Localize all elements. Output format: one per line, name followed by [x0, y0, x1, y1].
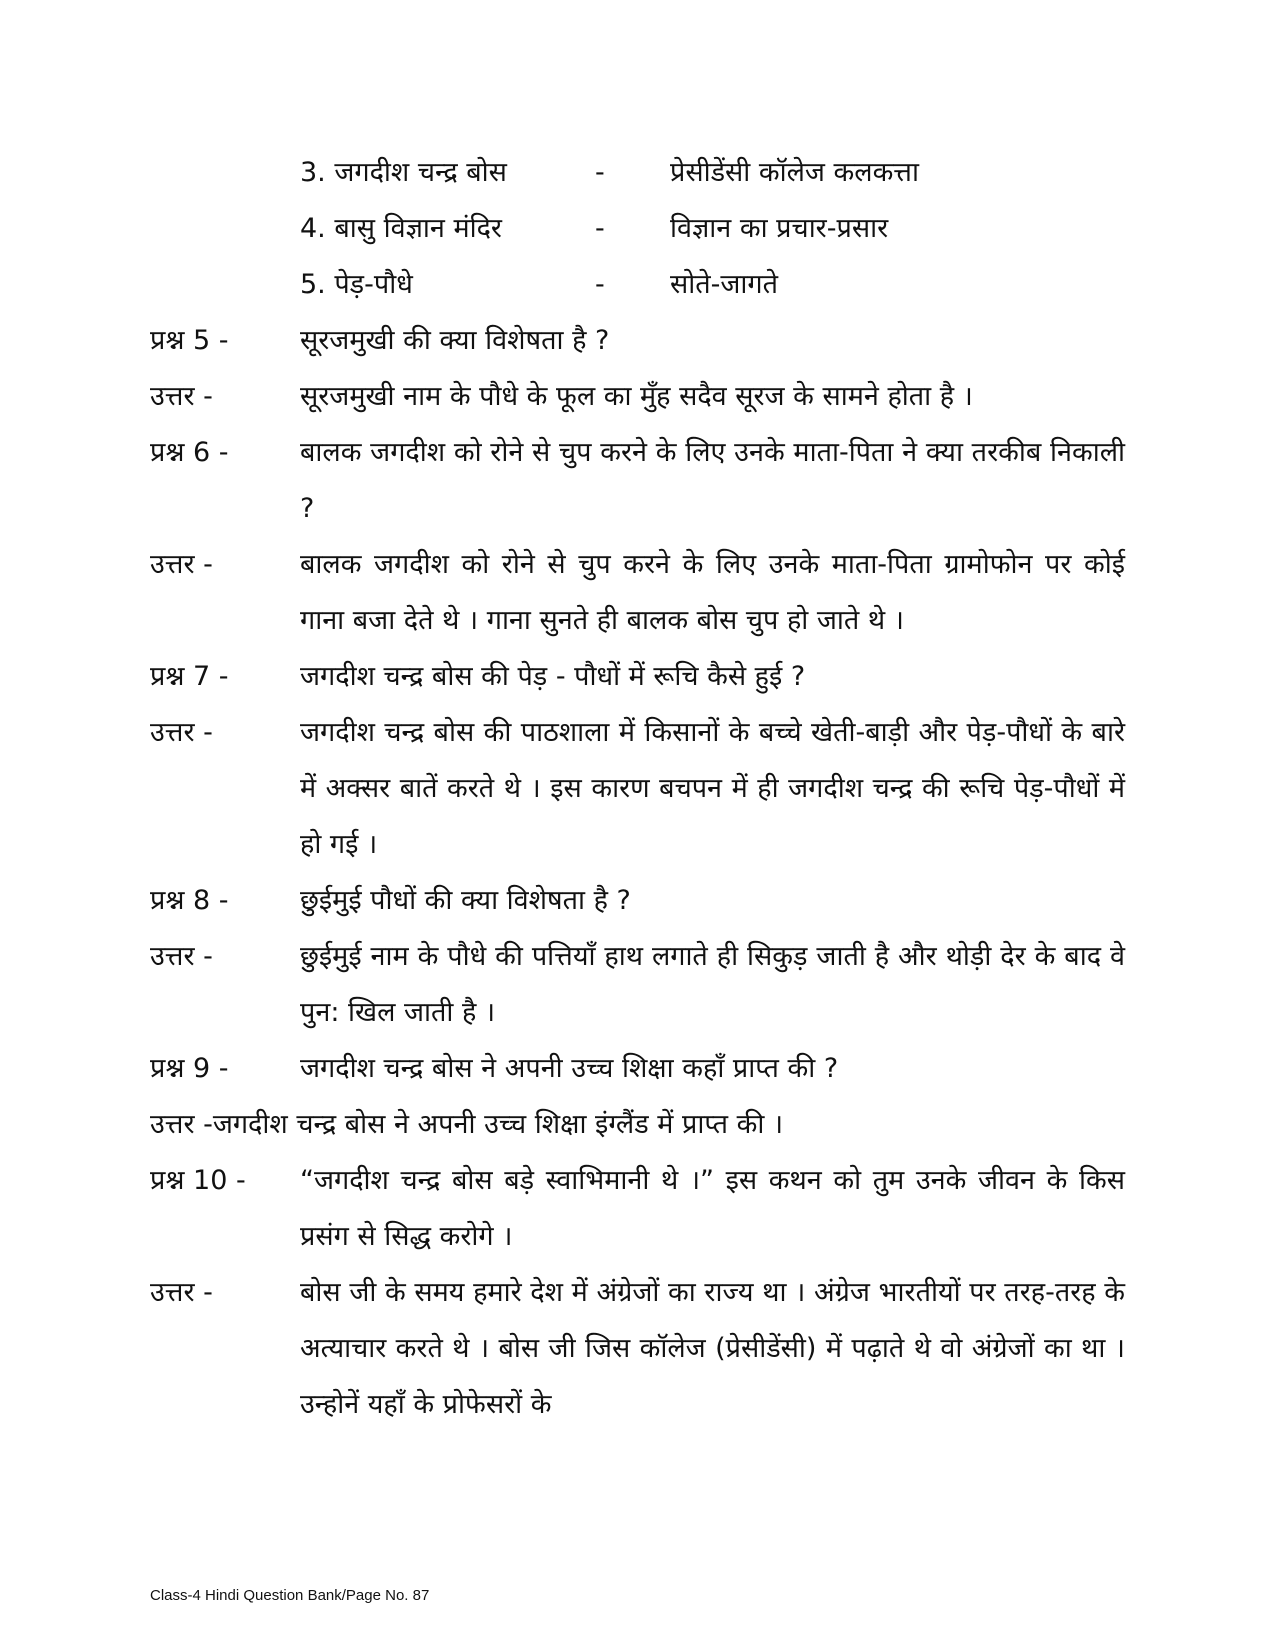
answer-7: [150, 705, 1125, 873]
entry-label: प्रश्न 5 -: [150, 325, 229, 356]
question-5: [150, 313, 1125, 369]
entry-text: बालक जगदीश को रोने से चुप करने के लिए उनके माता-पिता ग्रामोफोन पर कोई गाना बजा देते थे । गाना सुनते ही बालक बोस चुप हो जाते थे ।: [300, 549, 1125, 636]
entry-text: बालक जगदीश को रोने से चुप करने के लिए उनके माता-पिता ने क्या तरकीब निकाली ?: [300, 437, 1125, 524]
entry-label: उत्तर -: [150, 1277, 213, 1308]
entry-text: जगदीश चन्द्र बोस की पाठशाला में किसानों के बच्चे खेती-बाड़ी और पेड़-पौधों के बारे में अक्सर बातें करते थे । इस कारण बचपन में ही जगदीश चन्द्र की रूचि पेड़-पौधों में हो गई ।: [300, 717, 1125, 860]
entry-text: सूरजमुखी नाम के पौधे के फूल का मुँह सदैव सूरज के सामने होता है ।: [300, 381, 973, 412]
matching-right: सोते-जागते: [670, 269, 778, 300]
entry-label: उत्तर -: [150, 717, 213, 748]
answer-9: [150, 1097, 1125, 1153]
matching-row: [300, 257, 1100, 313]
entry-text: बोस जी के समय हमारे देश में अंग्रेजों का राज्य था । अंग्रेज भारतीयों पर तरह-तरह के अत्याचार करते थे । बोस जी जिस कॉलेज (प्रेसीडेंसी) में पढ़ाते थे वो अंग्रेजों का था । उन्होनें यहाँ के प्रोफेसरों के: [300, 1277, 1125, 1420]
matching-right: विज्ञान का प्रचार-प्रसार: [670, 213, 889, 244]
answer-10: [150, 1265, 1125, 1433]
entry-text: जगदीश चन्द्र बोस की पेड़ - पौधों में रूचि कैसे हुई ?: [300, 661, 806, 692]
answer-6: [150, 537, 1125, 649]
entry-text: छुईमुई पौधों की क्या विशेषता है ?: [300, 885, 631, 916]
matching-list: [300, 145, 1100, 313]
entry-label: उत्तर -: [150, 941, 213, 972]
answer-8: [150, 929, 1125, 1041]
question-8: [150, 873, 1125, 929]
matching-dash: -: [595, 157, 605, 188]
entry-label: प्रश्न 8 -: [150, 885, 229, 916]
question-7: [150, 649, 1125, 705]
entry-label: प्रश्न 9 -: [150, 1053, 229, 1084]
question-6: [150, 425, 1125, 537]
question-answer-list: [150, 313, 1125, 1433]
matching-left: 3. जगदीश चन्द्र बोस: [300, 157, 507, 188]
matching-dash: -: [595, 269, 605, 300]
entry-text: सूरजमुखी की क्या विशेषता है ?: [300, 325, 610, 356]
entry-label: प्रश्न 10 -: [150, 1165, 246, 1196]
question-10: [150, 1153, 1125, 1265]
entry-text: उत्तर -जगदीश चन्द्र बोस ने अपनी उच्च शिक्षा इंग्लैंड में प्राप्त की ।: [150, 1109, 784, 1140]
matching-row: [300, 201, 1100, 257]
page-footer: Class-4 Hindi Question Bank/Page No. 87: [150, 1587, 430, 1604]
entry-label: उत्तर -: [150, 549, 213, 580]
entry-text: “जगदीश चन्द्र बोस बड़े स्वाभिमानी थे ।” इस कथन को तुम उनके जीवन के किस प्रसंग से सिद्ध करोगे ।: [300, 1165, 1125, 1252]
matching-right: प्रेसीडेंसी कॉलेज कलकत्ता: [670, 157, 919, 188]
matching-dash: -: [595, 213, 605, 244]
entry-label: उत्तर -: [150, 381, 213, 412]
matching-left: 5. पेड़-पौधे: [300, 269, 413, 300]
entry-text: जगदीश चन्द्र बोस ने अपनी उच्च शिक्षा कहाँ प्राप्त की ?: [300, 1053, 839, 1084]
answer-5: [150, 369, 1125, 425]
matching-left: 4. बासु विज्ञान मंदिर: [300, 213, 502, 244]
question-9: [150, 1041, 1125, 1097]
entry-label: प्रश्न 6 -: [150, 437, 229, 468]
matching-row: [300, 145, 1100, 201]
entry-text: छुईमुई नाम के पौधे की पत्तियाँ हाथ लगाते ही सिकुड़ जाती है और थोड़ी देर के बाद वे पुन: खिल जाती है ।: [300, 941, 1125, 1028]
entry-label: प्रश्न 7 -: [150, 661, 229, 692]
